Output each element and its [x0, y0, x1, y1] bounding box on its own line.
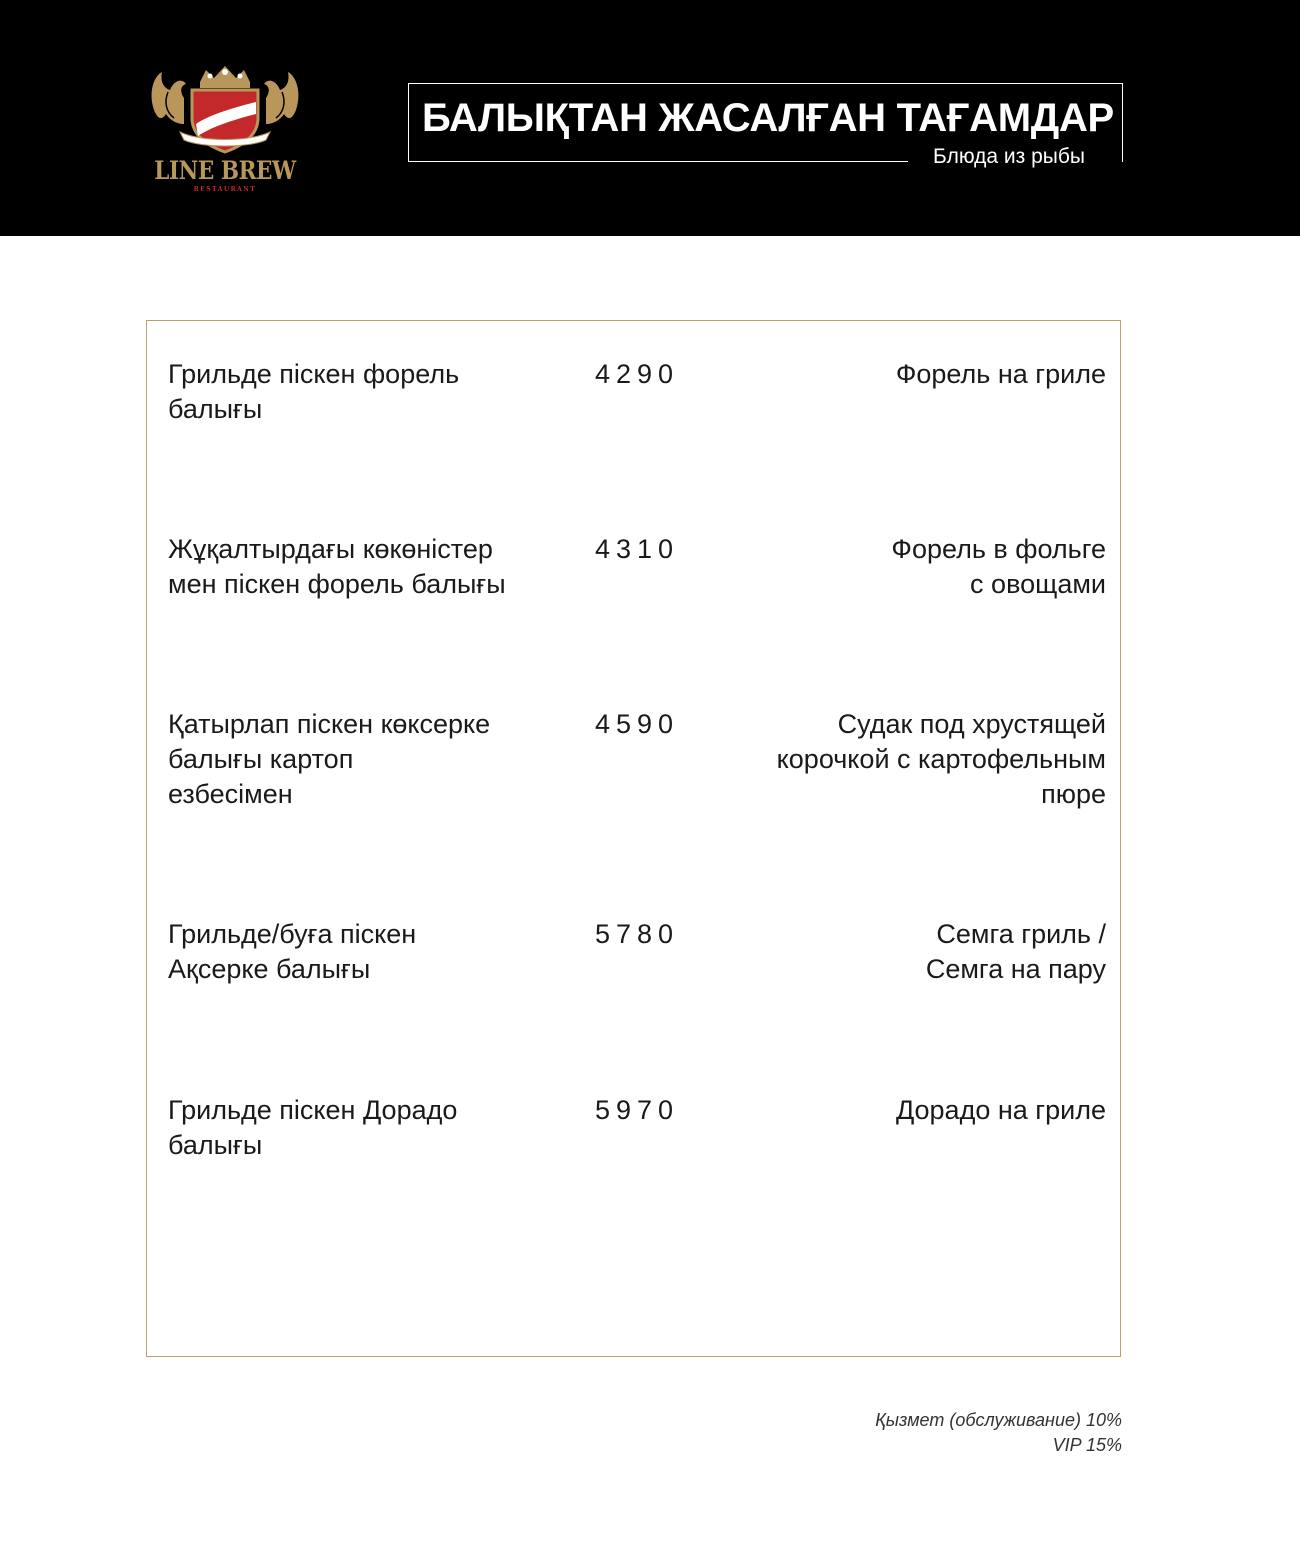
item-price: 4310	[595, 534, 680, 564]
brand-logo	[140, 62, 310, 202]
item-name-kz-line: Грильде/буға піскен	[168, 919, 417, 949]
item-name-ru	[706, 1093, 1106, 1128]
item-price: 4590	[595, 709, 680, 739]
title-frame	[408, 83, 1123, 168]
item-price: 5780	[595, 919, 680, 949]
header-bar	[0, 0, 1300, 236]
service-charge-text: Қызмет (обслуживание) 10%	[875, 1410, 1122, 1430]
item-name-kz-line: мен піскен форель балығы	[168, 569, 506, 599]
frame-line-top	[408, 83, 1123, 84]
item-name-kz-line: балығы картоп	[168, 744, 354, 774]
page-title: БАЛЫҚТАН ЖАСАЛҒАН ТАҒАМДАР	[422, 96, 1114, 140]
item-name-kz-line: балығы	[168, 1130, 263, 1160]
service-charge-note	[875, 1408, 1122, 1458]
item-price: 4290	[595, 359, 680, 389]
item-name-ru-line: Дорадо на гриле	[895, 1095, 1106, 1125]
frame-line-left	[408, 83, 409, 162]
item-name-kz-line: Қатырлап піскен көксерке	[168, 709, 491, 739]
item-name-kz	[168, 1093, 563, 1163]
brand-name: LINE BREW	[154, 156, 296, 185]
vip-charge-text: VIP 15%	[1052, 1435, 1122, 1455]
item-name-ru-line: Судак под хрустящей	[837, 709, 1106, 739]
item-price: 5970	[595, 1095, 680, 1125]
item-name-ru-line: Форель в фольге	[891, 534, 1106, 564]
page-subtitle: Блюда из рыбы	[927, 145, 1091, 169]
brand-subtitle: RESTAURANT	[193, 186, 257, 193]
item-name-kz	[168, 357, 563, 427]
item-name-ru	[706, 532, 1106, 602]
item-name-kz-line: езбесімен	[168, 779, 293, 809]
item-name-kz	[168, 707, 563, 812]
item-name-ru	[706, 357, 1106, 392]
item-name-kz-line: Грильде піскен Дорадо	[168, 1095, 458, 1125]
item-name-kz	[168, 532, 563, 602]
item-name-ru-line: пюре	[1041, 779, 1106, 809]
item-name-ru-line: Форель на гриле	[895, 359, 1106, 389]
item-name-kz	[168, 917, 563, 987]
item-name-ru-line: Семга на пару	[925, 954, 1106, 984]
menu-list	[146, 320, 1121, 1357]
frame-line-bottom	[408, 161, 908, 162]
item-name-ru	[706, 707, 1106, 812]
item-name-kz-line: балығы	[168, 394, 263, 424]
frame-line-right	[1122, 83, 1123, 162]
item-name-ru	[706, 917, 1106, 987]
item-name-ru-line: Семга гриль /	[936, 919, 1106, 949]
crest-icon	[140, 62, 310, 162]
item-name-kz-line: Ақсерке балығы	[168, 954, 371, 984]
item-name-ru-line: с овощами	[970, 569, 1106, 599]
item-name-ru-line: корочкой с картофельным	[776, 744, 1106, 774]
item-name-kz-line: Грильде піскен форель	[168, 359, 460, 389]
item-name-kz-line: Жұқалтырдағы көкөністер	[168, 534, 493, 564]
